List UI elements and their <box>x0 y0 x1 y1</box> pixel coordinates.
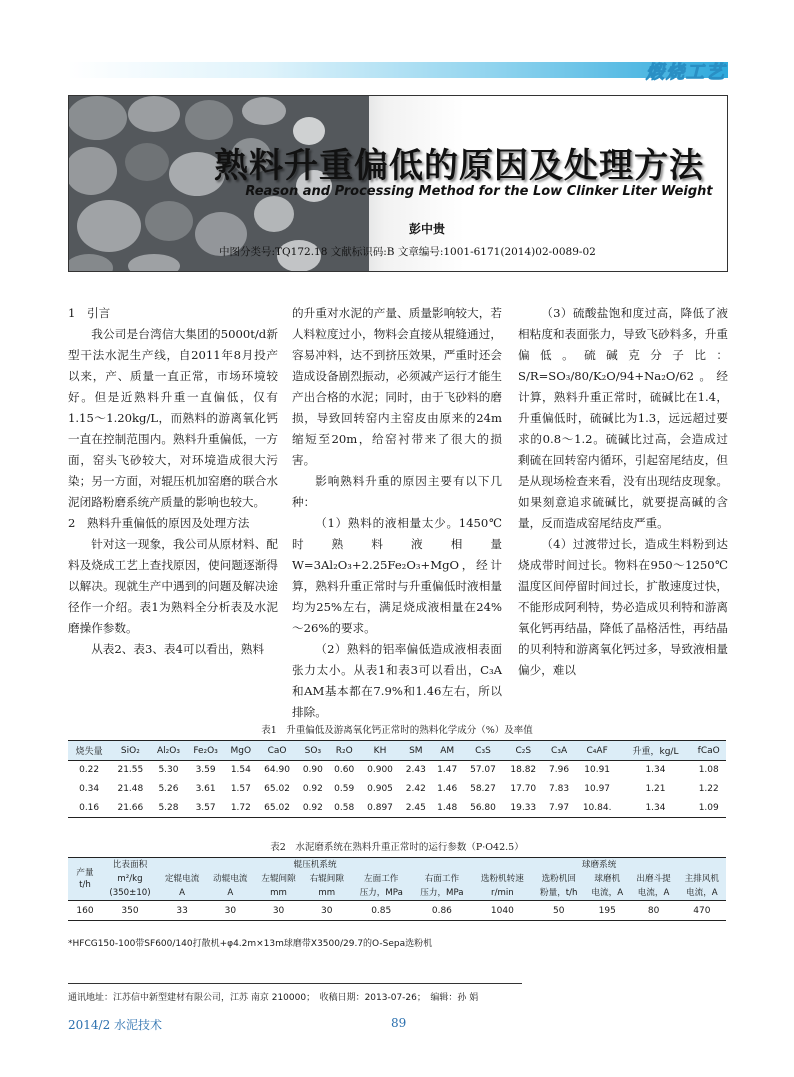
table2-group-row <box>68 858 726 873</box>
table-cell: 10.97 <box>584 784 611 794</box>
table-cell: 0.58 <box>334 802 355 813</box>
table-cell: 0.85 <box>371 905 392 916</box>
table-cell: 21.55 <box>117 765 144 776</box>
table2-column-name: 主排风机 <box>678 872 726 886</box>
table-row <box>68 761 726 780</box>
paragraph: 的升重对水泥的产量、质量影响较大，若人料粒度过小，物料会直接从辊缝通过，容易冲料，达不到挤压效果，严重时还会造成设备剧烈振动，必须减产运行才能生产出合格的水泥；同时，由于飞砂料的磨损，导致回转窑内主窑皮由原来的24m缩短至20m，给窑衬带来了很大的损害。 <box>292 306 502 467</box>
paragraph: 从表2、表3、表4可以看出，熟料 <box>91 642 265 656</box>
table-cell: 3.61 <box>195 784 216 794</box>
table1-header-cell: SM <box>400 741 431 761</box>
table2-column-name: 左面工作 <box>351 872 412 886</box>
table1-header-cell: SO₃ <box>297 741 328 761</box>
ball-mill-group-header: 球磨系统 <box>472 858 726 873</box>
output-label: 产量 <box>76 868 94 878</box>
table-cell: 1040 <box>490 905 514 916</box>
table-cell: 33 <box>176 905 188 916</box>
table1-header-cell: CaO <box>257 741 297 761</box>
table-cell: 80 <box>647 905 660 916</box>
heading-introduction: 1 引言 <box>68 306 111 320</box>
table2-column-unit: 电流，A <box>585 886 629 901</box>
table-cell: 1.09 <box>698 802 719 813</box>
specific-area-unit: m²/kg <box>102 872 158 886</box>
table2-column-name: 出磨斗提 <box>629 872 677 886</box>
specific-area-range: (350±10) <box>102 886 158 901</box>
table1-header-cell: C₃S <box>463 741 503 761</box>
table1-header-cell: SiO₂ <box>110 741 150 761</box>
table-cell: 30 <box>272 905 285 916</box>
table2-column-unit: 粉量，t/h <box>532 886 585 901</box>
table2-column-name: 选粉机回 <box>532 872 585 886</box>
table-cell: 0.16 <box>79 802 100 813</box>
table-cell: 2.42 <box>405 784 426 794</box>
author-address: 通讯地址：江苏信中新型建材有限公司，江苏 南京 210000； 收稿日期：2013-07-26； 编辑：孙 娟 <box>68 993 479 1003</box>
table2-column-name: 右面工作 <box>412 872 473 886</box>
paragraph: 我公司是台湾信大集团的5000t/d新型干法水泥生产线，自2011年8月投产以来，产、质量一直正常，市场环境较好。但是近熟料升重一直偏低，仅有1.15～1.20kg/L，而熟料的游离氧化钙一直在控制范围内。熟料升重偏低，一方面，窑头飞砂较大，对环境造成很大污染；另一方面，对辊压机加窑磨的联合水泥闭路粉磨系统产质量的影响也较大。 <box>68 327 278 509</box>
table-cell: 7.83 <box>549 784 570 794</box>
table2-column-name: 球磨机 <box>585 872 629 886</box>
table1-header-cell: C₂S <box>503 741 543 761</box>
table1-clinker-composition <box>68 740 726 818</box>
table-cell: 0.59 <box>334 784 355 794</box>
table1-header-cell: Al₂O₃ <box>151 741 187 761</box>
table-cell: 1.21 <box>645 784 666 794</box>
table-cell: 3.59 <box>195 765 216 776</box>
table1-header-cell: Fe₂O₃ <box>186 741 224 761</box>
table1-header-cell: 升重，kg/L <box>620 741 692 761</box>
table1-header-cell: AM <box>432 741 463 761</box>
article-title-english: Reason and Processing Method for the Low Clinker Liter Weight <box>245 184 713 199</box>
output-header <box>68 858 102 901</box>
table-cell: 5.26 <box>158 784 179 794</box>
table1-header-cell: fCaO <box>691 741 726 761</box>
table-cell: 0.60 <box>334 765 355 776</box>
table2-column-unit: 压力，MPa <box>351 886 412 901</box>
table-cell: 7.97 <box>549 802 570 813</box>
table-cell: 10.91 <box>584 765 611 776</box>
table-cell: 18.82 <box>510 765 537 776</box>
table1-header-cell: C₄AF <box>575 741 620 761</box>
table2-mill-parameters <box>68 857 726 921</box>
output-unit: t/h <box>79 880 91 890</box>
heading-causes: 2 熟料升重偏低的原因及处理方法 <box>68 516 250 530</box>
table-cell: 0.22 <box>79 765 100 776</box>
table-cell: 5.30 <box>158 765 179 776</box>
table-cell: 0.92 <box>302 802 323 813</box>
table-cell: 0.86 <box>431 905 452 916</box>
table-cell: 56.80 <box>470 802 496 813</box>
page-number: 89 <box>391 1016 407 1030</box>
table-cell: 1.34 <box>645 802 666 813</box>
table-cell: 1.22 <box>698 784 719 794</box>
table2-note: *HFCG150-100带SF600/140打散机+φ4.2m×13m球磨带X3500/29.7的O-Sepa选粉机 <box>68 939 433 949</box>
table-cell: 0.905 <box>367 784 393 794</box>
section-label: 煅烧工艺 <box>646 62 726 83</box>
paragraph: 影响熟料升重的原因主要有以下几种： <box>292 474 502 509</box>
table1-header-cell: R₂O <box>329 741 360 761</box>
table1-header-row <box>68 741 726 761</box>
table2-column-units <box>68 886 726 901</box>
table2-column-name: 选粉机转速 <box>472 872 532 886</box>
table-cell: 1.57 <box>230 784 251 794</box>
table1-header-cell: MgO <box>225 741 257 761</box>
table-cell: 470 <box>693 905 711 916</box>
paragraph: （4）过渡带过长，造成生料粉到达烧成带时间过长。物料在950～1250℃温度区间停留时间过长，扩散速度过快，不能形成阿利特，势必造成贝利特和游离氧化钙再结晶，降低了晶格活性，再结晶的贝利特和游离氧化钙过多，导致液相量偏少，难以 <box>518 537 728 677</box>
body-column-3 <box>518 303 728 681</box>
table-cell: 1.48 <box>437 802 458 813</box>
table-cell: 350 <box>121 905 139 916</box>
table1-header-cell: C₃A <box>543 741 574 761</box>
table-cell: 64.90 <box>264 765 290 776</box>
table-cell: 7.96 <box>549 765 570 776</box>
table-cell: 2.45 <box>405 802 426 813</box>
table-cell: 0.897 <box>367 802 393 813</box>
table-cell: 1.54 <box>230 765 251 776</box>
article-header-banner <box>68 95 728 272</box>
footer-divider <box>68 983 522 984</box>
paragraph: 针对这一现象，我公司从原材料、配料及烧成工艺上查找原因，使问题逐渐得以解决。现就生产中遇到的问题及解决途径作一介绍。表1为熟料全分析表及水泥磨操作参数。 <box>68 537 278 635</box>
table2-column-unit: A <box>158 886 206 901</box>
table-row <box>68 901 726 921</box>
table-cell: 58.27 <box>470 784 496 794</box>
table-cell: 65.02 <box>264 784 290 794</box>
table-cell: 1.46 <box>437 784 458 794</box>
table-row <box>68 799 726 818</box>
table-cell: 0.90 <box>302 765 323 776</box>
table-cell: 30 <box>321 905 333 916</box>
table1-header-cell: 烧失量 <box>68 741 110 761</box>
table-cell: 19.33 <box>510 802 537 813</box>
table2-column-name: 动辊电流 <box>206 872 254 886</box>
paragraph: （3）硫酸盐饱和度过高，降低了液相粘度和表面张力，导致飞砂料多，升重偏低。硫碱克分子比：S/R=SO₃/80/K₂O/94+Na₂O/62。经计算，熟料升重正常时，硫碱比在1.4，升重偏低时，硫碱比为1.3，远远超过要求的0.8～1.2。硫碱比过高，会造成过剩硫在回转窑内循环，引起窑尾结皮，但是从现场检查来看，没有出现结皮现象。如果刻意追求硫碱比，就要提高碱的含量，反而造成窑尾结皮严重。 <box>518 306 728 530</box>
table-cell: 0.92 <box>302 784 323 794</box>
specific-area-header: 比表面积 <box>102 858 158 873</box>
table-cell: 5.28 <box>158 802 179 813</box>
body-column-1 <box>68 303 278 660</box>
table2-column-name: 右辊间隙 <box>303 872 351 886</box>
table2-column-unit: r/min <box>472 886 532 901</box>
table-cell: 0.900 <box>367 765 393 776</box>
table2-column-unit: 压力，MPa <box>412 886 473 901</box>
table-cell: 17.70 <box>510 784 537 794</box>
table-cell: 21.66 <box>117 802 144 813</box>
table-cell: 3.57 <box>195 802 216 813</box>
journal-issue: 2014/2 水泥技术 <box>68 1018 163 1032</box>
table2-column-unit: mm <box>254 886 302 901</box>
table-cell: 50 <box>553 905 565 916</box>
table2-column-name: 左辊间隙 <box>254 872 302 886</box>
table1-caption: 表1 升重偏低及游离氧化钙正常时的熟料化学成分（%）及率值 <box>261 725 533 736</box>
table2-column-unit: mm <box>303 886 351 901</box>
table2-column-unit: A <box>206 886 254 901</box>
table-cell: 160 <box>76 905 94 916</box>
author: 彭中贵 <box>409 222 446 236</box>
table2-column-unit: 电流，A <box>629 886 677 901</box>
table2-caption: 表2 水泥磨系统在熟料升重正常时的运行参数（P·O42.5） <box>270 842 524 853</box>
table-cell: 1.34 <box>645 765 666 776</box>
table2-column-names <box>68 872 726 886</box>
table-cell: 0.34 <box>79 784 100 794</box>
table-cell: 30 <box>224 905 237 916</box>
table-cell: 57.07 <box>470 765 496 776</box>
paragraph: （1）熟料的液相量太少。1450℃时熟料液相量W=3Al₂O₃+2.25Fe₂O₃+MgO，经计算，熟料升重正常时与升重偏低时液相量均为25%左右，满足烧成液相量在24%～26%的要求。 <box>292 516 502 635</box>
table-cell: 2.43 <box>405 765 426 776</box>
table-row <box>68 780 726 799</box>
table-cell: 21.48 <box>117 784 144 794</box>
table-cell: 1.08 <box>698 765 719 776</box>
body-column-2 <box>292 303 502 723</box>
table2-column-name: 定辊电流 <box>158 872 206 886</box>
table-cell: 195 <box>598 905 616 916</box>
header-gradient-bar <box>68 62 728 78</box>
article-title: 熟料升重偏低的原因及处理方法 <box>214 146 704 186</box>
roller-press-group-header: 辊压机系统 <box>158 858 472 873</box>
table2-column-unit: 电流，A <box>678 886 726 901</box>
paragraph: （2）熟料的铝率偏低造成液相表面张力太小。从表1和表3可以看出，C₃A和AM基本都在7.9%和1.46左右，所以排除。 <box>292 642 502 719</box>
table-cell: 1.72 <box>230 802 251 813</box>
table-cell: 10.84. <box>582 802 612 813</box>
table-cell: 65.02 <box>264 802 290 813</box>
classification-line: 中图分类号:TQ172.18 文献标识码:B 文章编号:1001-6171(2014)02-0089-02 <box>219 246 596 258</box>
table-cell: 1.47 <box>437 765 458 776</box>
table1-header-cell: KH <box>360 741 400 761</box>
